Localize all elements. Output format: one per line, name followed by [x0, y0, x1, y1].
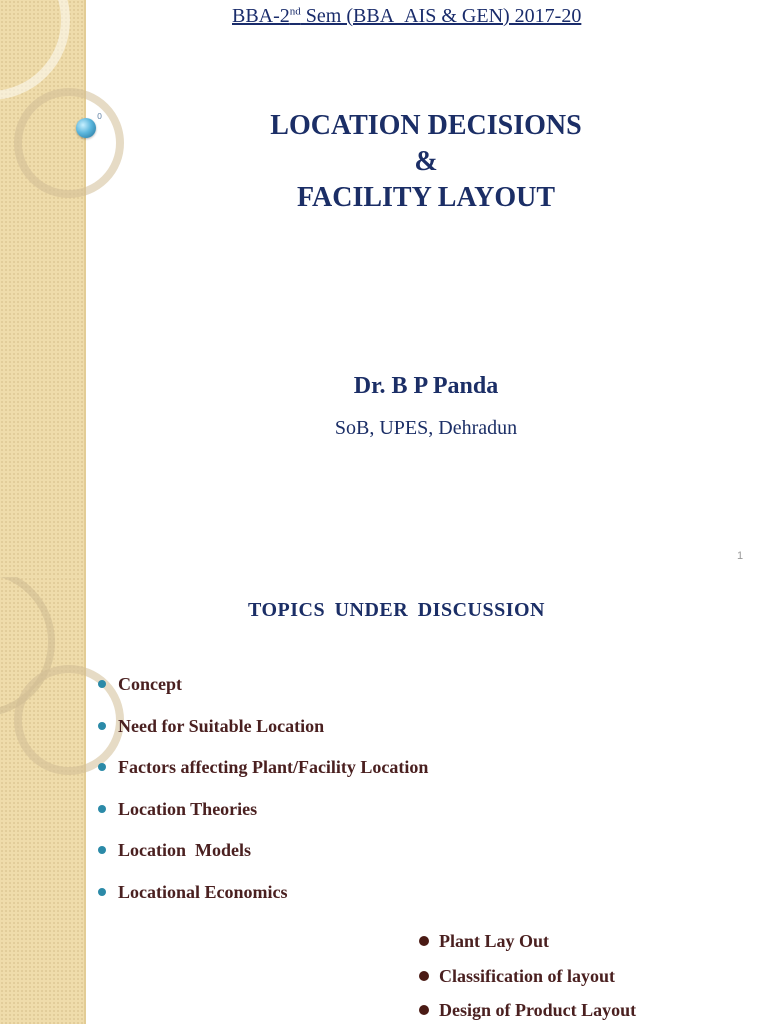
list-item — [96, 840, 428, 882]
topic-label: Locational Economics — [118, 881, 288, 902]
bullet-icon — [98, 805, 106, 813]
topic-label: Location Theories — [118, 798, 258, 819]
bullet-icon — [98, 680, 106, 688]
subtopic-label: Plant Lay Out — [439, 931, 550, 951]
author-affiliation: SoB, UPES, Dehradun — [334, 417, 518, 439]
course-suffix: Sem (BBA_AIS & GEN) 2017-20 — [300, 5, 582, 27]
slide-title — [84, 108, 768, 216]
title-line-2: & — [414, 146, 438, 177]
sphere-mark: 0 — [97, 112, 103, 121]
bullet-icon — [419, 971, 429, 981]
topics-heading: TOPICS UNDER DISCUSSION — [248, 599, 545, 621]
slide-2 — [0, 577, 768, 1024]
list-item — [96, 716, 428, 758]
decorative-ring — [0, 0, 70, 100]
list-item — [96, 674, 428, 716]
subtopic-label: Design of Product Layout — [439, 1000, 637, 1020]
list-item — [96, 882, 428, 924]
topic-label: Concept — [118, 674, 182, 694]
title-line-1: LOCATION DECISIONS — [270, 110, 582, 141]
title-line-3: FACILITY LAYOUT — [296, 182, 555, 213]
bullet-icon — [419, 936, 429, 946]
decorative-sidebar — [0, 0, 86, 577]
author-name: Dr. B P Panda — [353, 373, 499, 399]
course-superscript: nd — [289, 5, 301, 18]
list-item — [418, 1000, 636, 1024]
bullet-icon — [98, 763, 106, 771]
page-number: 1 — [737, 550, 744, 562]
course-prefix: BBA-2 — [232, 5, 290, 27]
bullet-icon — [419, 1005, 429, 1015]
bullet-icon — [98, 722, 106, 730]
subtopics-list — [418, 931, 636, 1024]
subtopic-label: Classification of layout — [439, 965, 616, 986]
topic-label: Factors affecting Plant/Facility Location — [118, 757, 429, 778]
bullet-icon — [98, 888, 106, 896]
list-item — [96, 799, 428, 841]
bullet-icon — [98, 846, 106, 854]
list-item — [96, 757, 428, 799]
course-heading — [232, 5, 581, 28]
decorative-sidebar — [0, 577, 86, 1024]
topic-label: Location Models — [118, 840, 251, 861]
list-item — [418, 931, 636, 966]
topics-list — [96, 674, 428, 924]
list-item — [418, 966, 636, 1001]
topic-label: Need for Suitable Location — [118, 715, 325, 736]
